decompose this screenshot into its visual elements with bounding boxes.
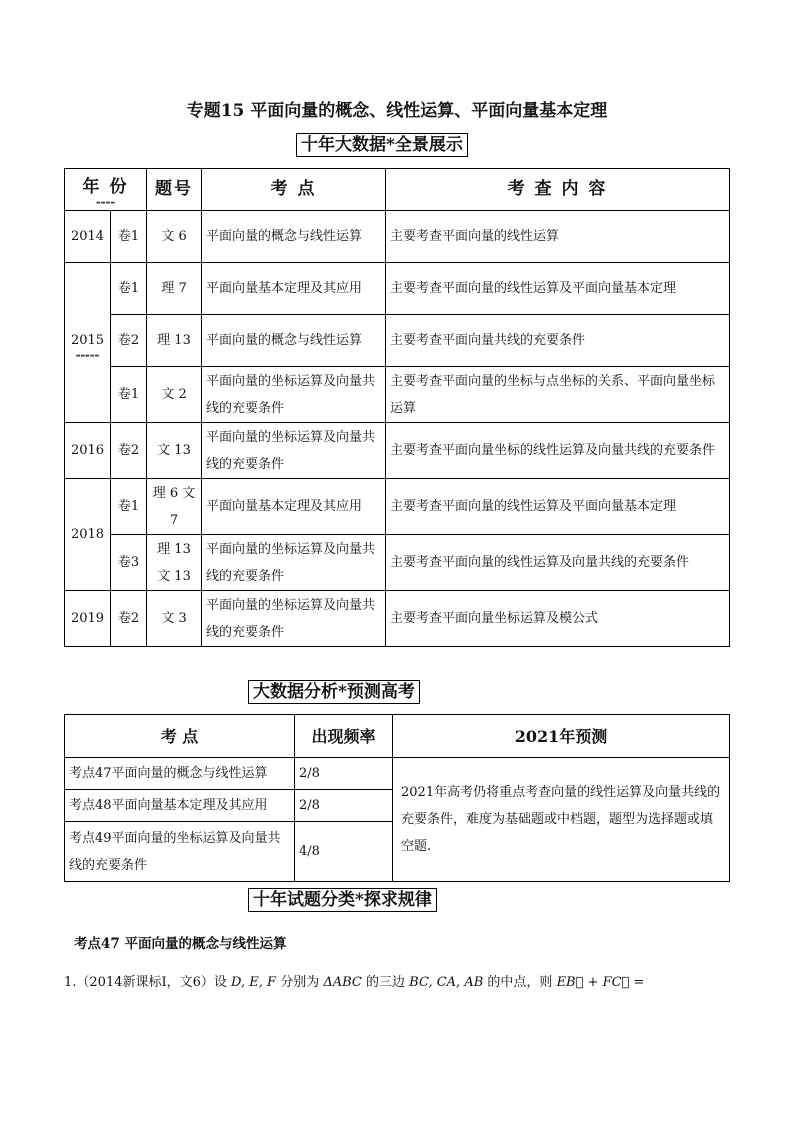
cell-paper: 卷2	[111, 591, 147, 647]
cell-frequency: 2/8	[295, 790, 393, 822]
cell-year: 2016	[65, 423, 111, 479]
table-row	[65, 591, 730, 647]
cell-frequency: 4/8	[295, 822, 393, 882]
kaodian-heading: 考点47 平面向量的概念与线性运算	[74, 936, 287, 952]
section-heading-classification: 十年试题分类*探求规律	[248, 888, 437, 912]
header-year: 年 份 ▬▬▬▬	[65, 169, 147, 211]
table-row	[65, 479, 730, 535]
cell-topic: 平面向量的坐标运算及向量共线的充要条件	[202, 535, 386, 591]
cell-content: 主要考查平面向量的线性运算	[386, 211, 730, 263]
cell-qnum: 文 6	[147, 211, 202, 263]
cell-paper: 卷1	[111, 479, 147, 535]
cell-content: 主要考查平面向量的线性运算及平面向量基本定理	[386, 479, 730, 535]
table-row	[65, 423, 730, 479]
question-vars: D, E, F	[231, 975, 277, 990]
cell-topic: 平面向量基本定理及其应用	[202, 479, 386, 535]
cell-year: 2019	[65, 591, 111, 647]
cell-topic: 考点49平面向量的坐标运算及向量共线的充要条件	[65, 822, 295, 882]
table-row	[65, 758, 730, 790]
table-row	[65, 315, 730, 367]
question-prefix: 1.（2014新课标I，文6）设	[64, 975, 227, 990]
cell-qnum: 文 2	[147, 367, 202, 423]
cell-paper: 卷1	[111, 367, 147, 423]
forecast-table	[64, 714, 730, 882]
header-topic: 考 点	[202, 169, 386, 211]
page-title: 专题15 平面向量的概念、线性运算、平面向量基本定理	[186, 101, 608, 121]
cell-topic: 平面向量的概念与线性运算	[202, 315, 386, 367]
cell-paper: 卷3	[111, 535, 147, 591]
question-triangle: ΔABC	[323, 975, 362, 990]
cell-qnum: 文 3	[147, 591, 202, 647]
cell-content: 主要考查平面向量坐标运算及模公式	[386, 591, 730, 647]
table-header-row	[65, 169, 730, 211]
cell-topic: 平面向量的坐标运算及向量共线的充要条件	[202, 367, 386, 423]
cell-year: 2014	[65, 211, 111, 263]
question-expression: EB⃗ + FC⃗ =	[556, 975, 645, 990]
cell-content: 主要考查平面向量的线性运算及平面向量基本定理	[386, 263, 730, 315]
table-row	[65, 367, 730, 423]
cell-topic: 考点47平面向量的概念与线性运算	[65, 758, 295, 790]
header-frequency: 出现频率	[295, 715, 393, 758]
question-mid: 分别为	[280, 975, 320, 990]
table-row	[65, 211, 730, 263]
cell-topic: 平面向量的概念与线性运算	[202, 211, 386, 263]
header-topic: 考 点	[65, 715, 295, 758]
cell-paper: 卷2	[111, 315, 147, 367]
header-prediction: 2021年预测	[393, 715, 730, 758]
cell-topic: 考点48平面向量基本定理及其应用	[65, 790, 295, 822]
cell-year: 2015 ▬▬▬▬▬	[65, 263, 111, 423]
section-heading-analysis: 大数据分析*预测高考	[248, 680, 420, 704]
cell-qnum: 理 7	[147, 263, 202, 315]
cell-qnum: 文 13	[147, 423, 202, 479]
cell-qnum: 理 13	[147, 315, 202, 367]
question-sides: BC, CA, AB	[409, 975, 484, 990]
cell-topic: 平面向量的坐标运算及向量共线的充要条件	[202, 423, 386, 479]
cell-prediction: 2021年高考仍将重点考查向量的线性运算及向量共线的充要条件，难度为基础题或中档题，题型为选择题或填空题.	[393, 758, 730, 882]
cell-topic: 平面向量基本定理及其应用	[202, 263, 386, 315]
table-row	[65, 535, 730, 591]
cell-paper: 卷1	[111, 211, 147, 263]
table-row	[65, 263, 730, 315]
section-heading-big-data: 十年大数据*全景展示	[296, 133, 468, 157]
cell-content: 主要考查平面向量共线的充要条件	[386, 315, 730, 367]
cell-topic: 平面向量的坐标运算及向量共线的充要条件	[202, 591, 386, 647]
forecast-header-row	[65, 715, 730, 758]
cell-paper: 卷1	[111, 263, 147, 315]
question-1	[64, 971, 644, 990]
header-qnum: 题号	[147, 169, 202, 211]
cell-year: 2018	[65, 479, 111, 591]
cell-content: 主要考查平面向量的线性运算及向量共线的充要条件	[386, 535, 730, 591]
exam-stats-table	[64, 168, 730, 647]
cell-content: 主要考查平面向量的坐标与点坐标的关系、平面向量坐标运算	[386, 367, 730, 423]
cell-qnum: 理 6 文 7	[147, 479, 202, 535]
question-mid3: 的中点，则	[487, 975, 553, 990]
cell-paper: 卷2	[111, 423, 147, 479]
cell-frequency: 2/8	[295, 758, 393, 790]
question-mid2: 的三边	[366, 975, 406, 990]
cell-qnum: 理 13 文 13	[147, 535, 202, 591]
header-content: 考 查 内 容	[386, 169, 730, 211]
cell-content: 主要考查平面向量坐标的线性运算及向量共线的充要条件	[386, 423, 730, 479]
